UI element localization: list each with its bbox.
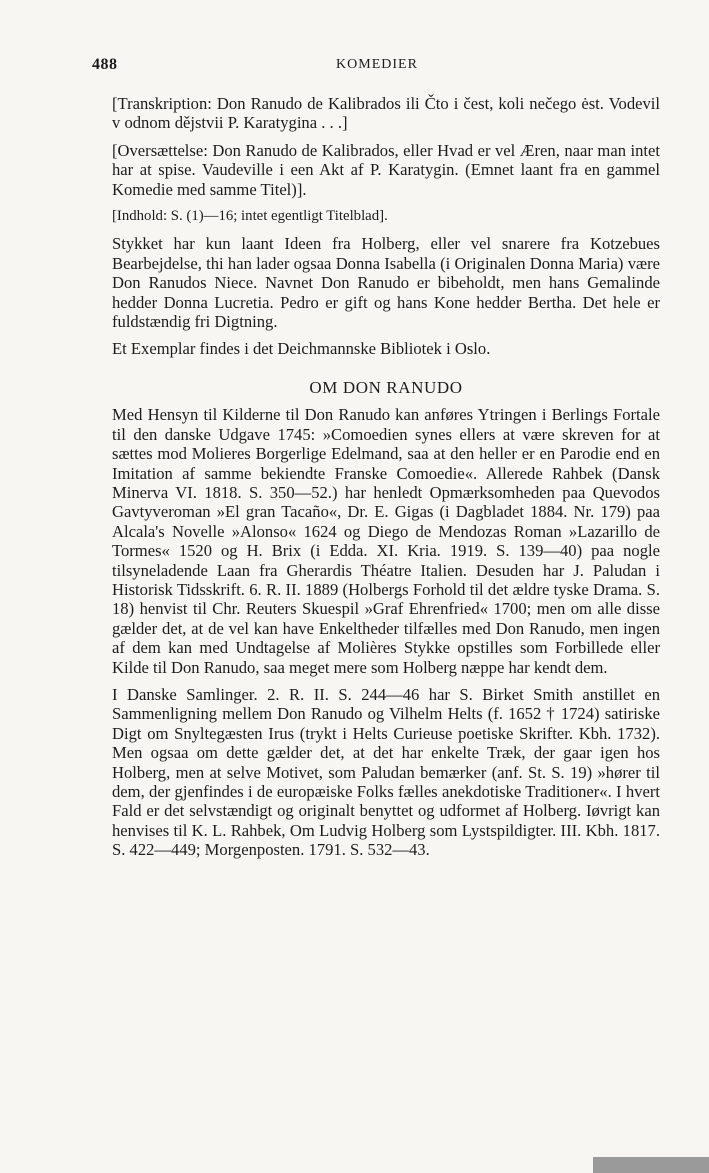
translation-paragraph: [Oversættelse: Don Ranudo de Kalibrados, eller Hvad er vel Æren, naar man intet har at spise. Vaudeville i een Akt af P. Karatygin. (Emnet laant fra en gammel Komedie med samme Titel)].	[112, 140, 660, 199]
description-paragraph: Stykket har kun laant Ideen fra Holberg, eller vel snarere fra Kotzebues Bearbejdelse, thi han lader ogsaa Donna Isabella (i Originalen Donna Maria) være Don Ranudos Niece. Navnet Don Ranudo er bibeholdt, men hans Gemalinde hedder Donna Lucretia. Pedro er gift og hans Kone hedder Bertha. Det hele er fuldstændig fri Digtning.	[112, 234, 660, 332]
running-head: KOMEDIER	[336, 57, 418, 72]
transcription-paragraph: [Transkription: Don Ranudo de Kalibrados ili Čto i čest, koli nečego ėst. Vodevil v odnom dějstvii P. Karatygina . . .]	[112, 94, 660, 133]
scan-edge-mark	[593, 1157, 709, 1173]
page-header	[92, 56, 662, 78]
comparison-paragraph: I Danske Samlinger. 2. R. II. S. 244—46 har S. Birket Smith anstillet en Sammenligning mellem Don Ranudo og Vilhelm Helts (f. 1652 † 1724) satiriske Digt om Snyltegæsten Irus (trykt i Helts Curieuse poetiske Skrifter. Kbh. 1732). Men ogsaa om dette gælder det, at det har enkelte Træk, der gaar igen hos Holberg, men at selve Motivet, som Paludan bemærker (anf. St. S. 19) »hører til dem, der gjenfindes i de europæiske Folks fælles anekdotiske Traditioner«. I hvert Fald er det selvstændigt og originalt benyttet og udformet af Holberg. Iøvrigt kan henvises til K. L. Rahbek, Om Ludvig Holberg som Lystspildigter. III. Kbh. 1817. S. 422—449; Morgenposten. 1791. S. 532—43.	[112, 684, 660, 860]
page-body	[112, 94, 660, 860]
copy-location-paragraph: Et Exemplar findes i det Deichmannske Bibliotek i Oslo.	[112, 339, 491, 359]
page-number: 488	[92, 56, 118, 73]
section-heading: OM DON RANUDO	[309, 377, 463, 397]
sources-paragraph: Med Hensyn til Kilderne til Don Ranudo kan anføres Ytringen i Berlings Fortale til den danske Udgave 1745: »Comoedien synes ellers at være skreven for at sættes mod Molieres Borgerlige Edelmand, saa at den heller er en Parodie end en Imitation af samme bekiendte Franske Comoedie«. Allerede Rahbek (Dansk Minerva VI. 1818. S. 350—52.) har henledt Opmærksomheden paa Quevodos Gavtyveroman »El gran Tacaño«, Dr. E. Gigas (i Dagbladet 1884. Nr. 179) paa Alcala's Novelle »Alonso« 1624 og Diego de Mendozas Roman »Lazarillo de Tormes« 1520 og H. Brix (i Edda. XI. Kria. 1919. S. 139—40) paa nogle tilsyneladende Laan fra Gherardis Théatre Italien. Desuden har J. Paludan i Historisk Tidsskrift. 6. R. II. 1889 (Holbergs Forhold til det ældre tyske Drama. S. 18) henvist til Chr. Reuters Skuespil »Graf Ehrenfried« 1700; men om alle disse gælder det, at de vel kan have Enkeltheder tilfælles med Don Ranudo, men ingen af dem kan med Undtagelse af Molières Stykke opstilles som Forbillede eller Kilde til Don Ranudo, saa meget mere som Holberg næppe har kendt dem.	[112, 405, 660, 677]
contents-paragraph: [Indhold: S. (1)—16; intet egentligt Titelblad].	[112, 208, 388, 225]
